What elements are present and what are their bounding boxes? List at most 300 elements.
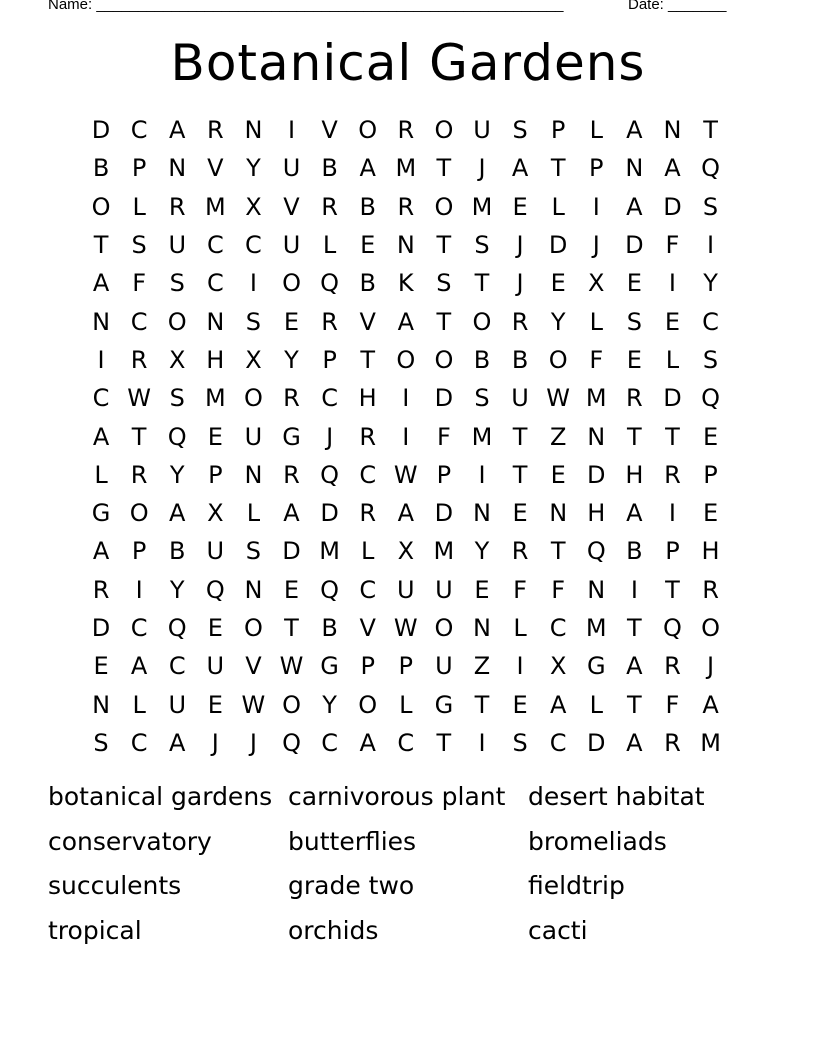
grid-letter: U bbox=[168, 231, 187, 260]
grid-letter: H bbox=[206, 345, 225, 374]
grid-letter: I bbox=[668, 269, 676, 298]
grid-letter: P bbox=[208, 460, 223, 489]
grid-letter: I bbox=[668, 499, 676, 528]
grid-letter: G bbox=[586, 652, 606, 681]
grid-letter: H bbox=[587, 499, 606, 528]
grid-letter: O bbox=[129, 499, 149, 528]
grid-letter: J bbox=[211, 728, 219, 757]
grid-letter: Y bbox=[169, 460, 185, 489]
grid-letter: L bbox=[399, 690, 413, 719]
grid-letter: F bbox=[436, 422, 451, 451]
grid-letter: C bbox=[549, 614, 567, 642]
grid-letter: F bbox=[551, 575, 566, 604]
grid-letter: P bbox=[550, 116, 566, 145]
grid-letter: V bbox=[245, 652, 262, 681]
word-list-item: botanical gardens bbox=[48, 782, 273, 811]
grid-letter: E bbox=[664, 307, 681, 336]
grid-letter: N bbox=[473, 499, 491, 528]
grid-letter: A bbox=[397, 307, 414, 336]
grid-letter: G bbox=[282, 422, 301, 451]
grid-letter: N bbox=[663, 116, 682, 145]
name-field-label: Name: ________________________________________________________ bbox=[48, 0, 564, 13]
grid-letter: O bbox=[434, 116, 454, 145]
grid-letter: T bbox=[550, 154, 566, 183]
grid-letter: N bbox=[92, 307, 111, 336]
grid-letter: D bbox=[587, 728, 606, 757]
grid-letter: V bbox=[283, 192, 300, 221]
page-title: Botanical Gardens bbox=[170, 34, 646, 92]
grid-letter: T bbox=[131, 422, 147, 451]
grid-letter: T bbox=[360, 345, 376, 374]
grid-letter: L bbox=[589, 307, 603, 336]
grid-letter: R bbox=[359, 499, 377, 528]
grid-letter: D bbox=[434, 384, 454, 413]
grid-letter: L bbox=[513, 614, 527, 642]
word-list-item: conservatory bbox=[48, 826, 212, 856]
grid-letter: Q bbox=[586, 537, 606, 566]
grid-letter: R bbox=[664, 728, 681, 757]
grid-letter: S bbox=[626, 307, 642, 336]
grid-letter: S bbox=[512, 728, 528, 757]
word-list-item: butterflies bbox=[288, 826, 417, 856]
grid-letter: R bbox=[130, 345, 148, 374]
grid-letter: E bbox=[360, 231, 376, 260]
grid-letter: O bbox=[282, 269, 301, 298]
grid-letter: F bbox=[589, 345, 604, 374]
grid-letter: E bbox=[626, 345, 642, 374]
grid-letter: T bbox=[665, 422, 680, 451]
grid-letter: N bbox=[549, 499, 568, 528]
grid-letter: T bbox=[436, 728, 452, 757]
grid-letter: T bbox=[436, 231, 452, 260]
grid-letter: S bbox=[702, 192, 719, 221]
grid-letter: E bbox=[512, 499, 528, 528]
grid-letter: N bbox=[244, 116, 263, 145]
grid-letter: M bbox=[585, 384, 607, 413]
grid-letter: L bbox=[322, 231, 337, 260]
grid-letter: E bbox=[207, 614, 223, 642]
grid-letter: P bbox=[360, 652, 375, 681]
grid-letter: A bbox=[92, 422, 110, 451]
grid-letter: M bbox=[319, 537, 340, 566]
grid-letter: D bbox=[587, 460, 606, 489]
grid-letter: N bbox=[396, 231, 415, 260]
grid-letter: J bbox=[516, 269, 524, 298]
grid-letter: D bbox=[663, 192, 682, 221]
word-list-item: cacti bbox=[528, 915, 588, 945]
grid-letter: L bbox=[94, 460, 108, 489]
grid-letter: L bbox=[361, 537, 375, 566]
grid-letter: C bbox=[245, 231, 262, 260]
grid-letter: E bbox=[474, 575, 490, 604]
grid-letter: J bbox=[707, 652, 715, 681]
grid-letter: X bbox=[588, 269, 605, 298]
grid-letter: B bbox=[321, 154, 338, 183]
grid-letter: M bbox=[700, 728, 721, 757]
grid-letter: W bbox=[546, 384, 571, 413]
grid-letter: R bbox=[664, 460, 681, 489]
grid-letter: A bbox=[130, 652, 148, 681]
grid-letter: A bbox=[359, 728, 376, 757]
grid-letter: Y bbox=[703, 269, 718, 298]
word-list bbox=[48, 775, 768, 953]
grid-letter: A bbox=[169, 728, 186, 757]
grid-letter: X bbox=[245, 192, 262, 221]
grid-letter: O bbox=[358, 690, 378, 719]
grid-letter: N bbox=[244, 575, 263, 604]
grid-letter: M bbox=[471, 422, 493, 451]
grid-letter: Q bbox=[701, 384, 720, 413]
grid-letter: T bbox=[474, 269, 490, 298]
grid-letter: A bbox=[626, 728, 643, 757]
grid-letter: M bbox=[204, 192, 226, 221]
grid-letter: K bbox=[397, 269, 414, 298]
grid-letter: M bbox=[471, 192, 493, 221]
grid-letter: T bbox=[512, 460, 528, 489]
grid-letter: O bbox=[167, 307, 187, 336]
grid-letter: J bbox=[592, 231, 600, 260]
grid-letter: E bbox=[550, 269, 566, 298]
grid-letter: U bbox=[511, 384, 529, 413]
grid-letter: W bbox=[393, 614, 418, 642]
grid-letter: R bbox=[664, 652, 681, 681]
grid-letter: P bbox=[665, 537, 680, 566]
grid-letter: M bbox=[395, 154, 417, 183]
grid-letter: E bbox=[93, 652, 109, 681]
grid-letter: D bbox=[548, 231, 568, 260]
grid-letter: L bbox=[132, 192, 146, 221]
grid-letter: V bbox=[359, 614, 376, 642]
word-list-item: fieldtrip bbox=[528, 871, 625, 900]
grid-letter: E bbox=[283, 575, 300, 604]
grid-letter: G bbox=[320, 652, 339, 681]
grid-letter: A bbox=[664, 154, 681, 183]
grid-letter: O bbox=[396, 345, 416, 374]
grid-letter: E bbox=[207, 690, 223, 719]
grid-letter: C bbox=[549, 728, 567, 757]
grid-letter: A bbox=[359, 154, 376, 183]
grid-letter: Z bbox=[473, 652, 491, 681]
grid-letter: S bbox=[169, 269, 185, 298]
grid-letter: D bbox=[91, 614, 111, 642]
grid-letter: L bbox=[551, 192, 565, 221]
grid-letter: L bbox=[589, 690, 603, 719]
grid-letter: T bbox=[703, 116, 718, 145]
grid-letter: Q bbox=[320, 269, 340, 298]
grid-letter: T bbox=[284, 614, 299, 642]
grid-letter: B bbox=[92, 154, 110, 183]
grid-letter: L bbox=[132, 690, 146, 719]
grid-letter: D bbox=[625, 231, 644, 260]
grid-letter: C bbox=[397, 728, 415, 757]
grid-letter: L bbox=[246, 499, 261, 528]
grid-letter: C bbox=[168, 652, 186, 681]
word-list-item: grade two bbox=[288, 871, 415, 900]
grid-letter: X bbox=[549, 652, 567, 681]
word-list-item: bromeliads bbox=[528, 826, 667, 856]
grid-letter: V bbox=[359, 307, 376, 336]
grid-letter: O bbox=[472, 307, 492, 336]
grid-letter: L bbox=[589, 116, 603, 145]
grid-letter: T bbox=[93, 231, 109, 260]
grid-letter: R bbox=[511, 537, 529, 566]
letter-grid bbox=[82, 111, 730, 762]
grid-letter: C bbox=[130, 307, 148, 336]
grid-letter: C bbox=[130, 116, 148, 145]
grid-letter: R bbox=[702, 575, 719, 604]
grid-letter: D bbox=[320, 499, 339, 528]
grid-letter: E bbox=[702, 422, 719, 451]
grid-letter: O bbox=[358, 116, 378, 145]
grid-letter: A bbox=[283, 499, 300, 528]
grid-letter: Y bbox=[550, 307, 566, 336]
grid-letter: U bbox=[282, 154, 301, 183]
grid-letter: U bbox=[435, 575, 453, 604]
grid-letter: N bbox=[587, 575, 606, 604]
grid-letter: G bbox=[91, 499, 111, 528]
grid-letter: Q bbox=[167, 614, 187, 642]
grid-letter: F bbox=[513, 575, 527, 604]
grid-letter: O bbox=[434, 345, 454, 374]
grid-letter: O bbox=[434, 614, 454, 642]
grid-letter: U bbox=[473, 116, 491, 145]
grid-letter: I bbox=[478, 728, 486, 757]
grid-letter: T bbox=[436, 154, 452, 183]
grid-letter: Y bbox=[246, 154, 261, 183]
grid-letter: N bbox=[587, 422, 606, 451]
grid-letter: P bbox=[589, 154, 604, 183]
grid-letter: A bbox=[169, 116, 186, 145]
grid-letter: F bbox=[665, 690, 680, 719]
grid-letter: R bbox=[130, 460, 148, 489]
grid-letter: O bbox=[243, 384, 263, 413]
grid-letter: N bbox=[168, 154, 187, 183]
grid-letter: M bbox=[204, 384, 226, 413]
grid-letter: A bbox=[626, 116, 643, 145]
grid-letter: I bbox=[402, 422, 410, 451]
grid-letter: X bbox=[207, 499, 224, 528]
grid-letter: C bbox=[92, 384, 110, 413]
grid-letter: P bbox=[703, 460, 718, 489]
grid-letter: X bbox=[169, 345, 186, 374]
grid-letter: T bbox=[627, 422, 642, 451]
grid-letter: J bbox=[478, 154, 486, 183]
grid-letter: R bbox=[321, 192, 338, 221]
grid-letter: U bbox=[435, 652, 453, 681]
grid-letter: M bbox=[433, 537, 455, 566]
grid-letter: C bbox=[130, 728, 148, 757]
grid-letter: U bbox=[206, 652, 225, 681]
grid-letter: R bbox=[397, 116, 415, 145]
grid-letter: Q bbox=[282, 728, 301, 757]
grid-letter: T bbox=[627, 690, 642, 719]
word-list-item: orchids bbox=[288, 915, 379, 945]
grid-letter: B bbox=[511, 345, 529, 374]
grid-letter: O bbox=[282, 690, 301, 719]
grid-letter: A bbox=[169, 499, 186, 528]
grid-letter: T bbox=[512, 422, 528, 451]
grid-letter: C bbox=[130, 614, 148, 642]
grid-letter: T bbox=[474, 690, 490, 719]
grid-letter: P bbox=[131, 154, 147, 183]
grid-letter: P bbox=[398, 652, 414, 681]
grid-letter: W bbox=[279, 652, 304, 681]
grid-letter: H bbox=[358, 384, 377, 413]
grid-letter: S bbox=[93, 728, 109, 757]
grid-letter: V bbox=[321, 116, 338, 145]
grid-letter: G bbox=[434, 690, 454, 719]
grid-letter: N bbox=[473, 614, 491, 642]
grid-letter: C bbox=[321, 728, 338, 757]
grid-letter: O bbox=[701, 614, 720, 642]
grid-letter: C bbox=[206, 269, 224, 298]
grid-letter: A bbox=[549, 690, 567, 719]
grid-letter: Y bbox=[284, 345, 299, 374]
grid-letter: X bbox=[397, 537, 415, 566]
grid-letter: S bbox=[245, 537, 262, 566]
grid-letter: P bbox=[131, 537, 147, 566]
grid-letter: B bbox=[626, 537, 643, 566]
grid-letter: C bbox=[359, 460, 377, 489]
grid-letter: A bbox=[511, 154, 529, 183]
grid-letter: S bbox=[474, 384, 490, 413]
word-list-item: tropical bbox=[48, 915, 142, 945]
grid-letter: B bbox=[321, 614, 338, 642]
word-list-item: succulents bbox=[48, 871, 182, 900]
grid-letter: C bbox=[321, 384, 338, 413]
header-line bbox=[48, 0, 748, 18]
grid-letter: W bbox=[127, 384, 151, 413]
grid-letter: A bbox=[702, 690, 719, 719]
grid-letter: N bbox=[244, 460, 263, 489]
grid-letter: R bbox=[321, 307, 338, 336]
grid-letter: S bbox=[245, 307, 262, 336]
grid-letter: B bbox=[473, 345, 491, 374]
grid-letter: P bbox=[436, 460, 452, 489]
grid-letter: E bbox=[207, 422, 223, 451]
grid-letter: I bbox=[516, 652, 524, 681]
grid-letter: S bbox=[169, 384, 185, 413]
grid-letter: S bbox=[702, 345, 719, 374]
grid-letter: W bbox=[393, 460, 418, 489]
grid-letter: S bbox=[436, 269, 452, 298]
grid-letter: E bbox=[550, 460, 566, 489]
grid-letter: W bbox=[241, 690, 266, 719]
grid-letter: C bbox=[206, 231, 224, 260]
grid-letter: A bbox=[92, 269, 110, 298]
grid-letter: T bbox=[436, 307, 452, 336]
grid-letter: S bbox=[474, 231, 490, 260]
grid-letter: Y bbox=[169, 575, 185, 604]
grid-letter: L bbox=[665, 345, 680, 374]
grid-letter: N bbox=[625, 154, 644, 183]
grid-letter: U bbox=[282, 231, 301, 260]
grid-letter: A bbox=[626, 499, 643, 528]
grid-letter: H bbox=[701, 537, 720, 566]
grid-letter: I bbox=[135, 575, 143, 604]
grid-letter: F bbox=[665, 231, 680, 260]
grid-letter: C bbox=[359, 575, 377, 604]
grid-letter: R bbox=[92, 575, 110, 604]
grid-letter: I bbox=[249, 269, 257, 298]
grid-letter: I bbox=[402, 384, 410, 413]
grid-letter: Y bbox=[322, 690, 337, 719]
grid-letter: Q bbox=[320, 575, 340, 604]
grid-letter: X bbox=[245, 345, 262, 374]
grid-letter: R bbox=[397, 192, 415, 221]
grid-letter: Q bbox=[320, 460, 340, 489]
grid-letter: O bbox=[434, 192, 454, 221]
grid-letter: B bbox=[359, 192, 376, 221]
grid-letter: J bbox=[516, 231, 524, 260]
grid-letter: Q bbox=[167, 422, 187, 451]
grid-letter: B bbox=[169, 537, 186, 566]
grid-letter: M bbox=[585, 614, 607, 642]
grid-letter: R bbox=[283, 460, 300, 489]
grid-letter: U bbox=[397, 575, 415, 604]
grid-letter: A bbox=[626, 192, 643, 221]
grid-letter: J bbox=[326, 422, 334, 451]
grid-letter: V bbox=[207, 154, 224, 183]
grid-letter: T bbox=[627, 614, 642, 642]
grid-letter: U bbox=[206, 537, 225, 566]
grid-letter: N bbox=[92, 690, 111, 719]
grid-letter: U bbox=[244, 422, 263, 451]
grid-letter: Q bbox=[663, 614, 682, 642]
grid-letter: I bbox=[630, 575, 638, 604]
grid-letter: O bbox=[548, 345, 568, 374]
grid-letter: A bbox=[626, 652, 643, 681]
grid-letter: O bbox=[91, 192, 111, 221]
grid-letter: I bbox=[287, 116, 296, 145]
grid-letter: F bbox=[132, 269, 147, 298]
grid-letter: C bbox=[702, 307, 719, 336]
grid-letter: U bbox=[168, 690, 187, 719]
grid-letter: E bbox=[512, 690, 528, 719]
grid-letter: T bbox=[550, 537, 566, 566]
word-list-item: desert habitat bbox=[528, 782, 705, 811]
grid-letter: I bbox=[478, 460, 486, 489]
grid-letter: P bbox=[322, 345, 337, 374]
grid-letter: R bbox=[168, 192, 186, 221]
grid-letter: R bbox=[359, 422, 377, 451]
grid-letter: E bbox=[512, 192, 528, 221]
grid-letter: J bbox=[249, 728, 257, 757]
grid-letter: E bbox=[702, 499, 719, 528]
grid-letter: B bbox=[359, 269, 376, 298]
date-field-label: Date: _______ bbox=[628, 0, 727, 13]
grid-letter: N bbox=[206, 307, 225, 336]
grid-letter: D bbox=[282, 537, 301, 566]
grid-letter: A bbox=[92, 537, 110, 566]
grid-letter: A bbox=[397, 499, 414, 528]
grid-letter: I bbox=[707, 231, 715, 260]
grid-letter: R bbox=[206, 116, 224, 145]
grid-letter: H bbox=[625, 460, 644, 489]
grid-letter: I bbox=[592, 192, 600, 221]
grid-letter: S bbox=[512, 116, 528, 145]
grid-letter: R bbox=[511, 307, 529, 336]
word-list-item: carnivorous plant bbox=[288, 782, 506, 811]
grid-letter: O bbox=[243, 614, 263, 642]
grid-letter: R bbox=[626, 384, 643, 413]
grid-letter: D bbox=[663, 384, 682, 413]
grid-letter: D bbox=[434, 499, 454, 528]
grid-letter: I bbox=[97, 345, 105, 374]
grid-letter: Q bbox=[701, 154, 720, 183]
grid-letter: D bbox=[91, 116, 111, 145]
grid-letter: S bbox=[131, 231, 147, 260]
